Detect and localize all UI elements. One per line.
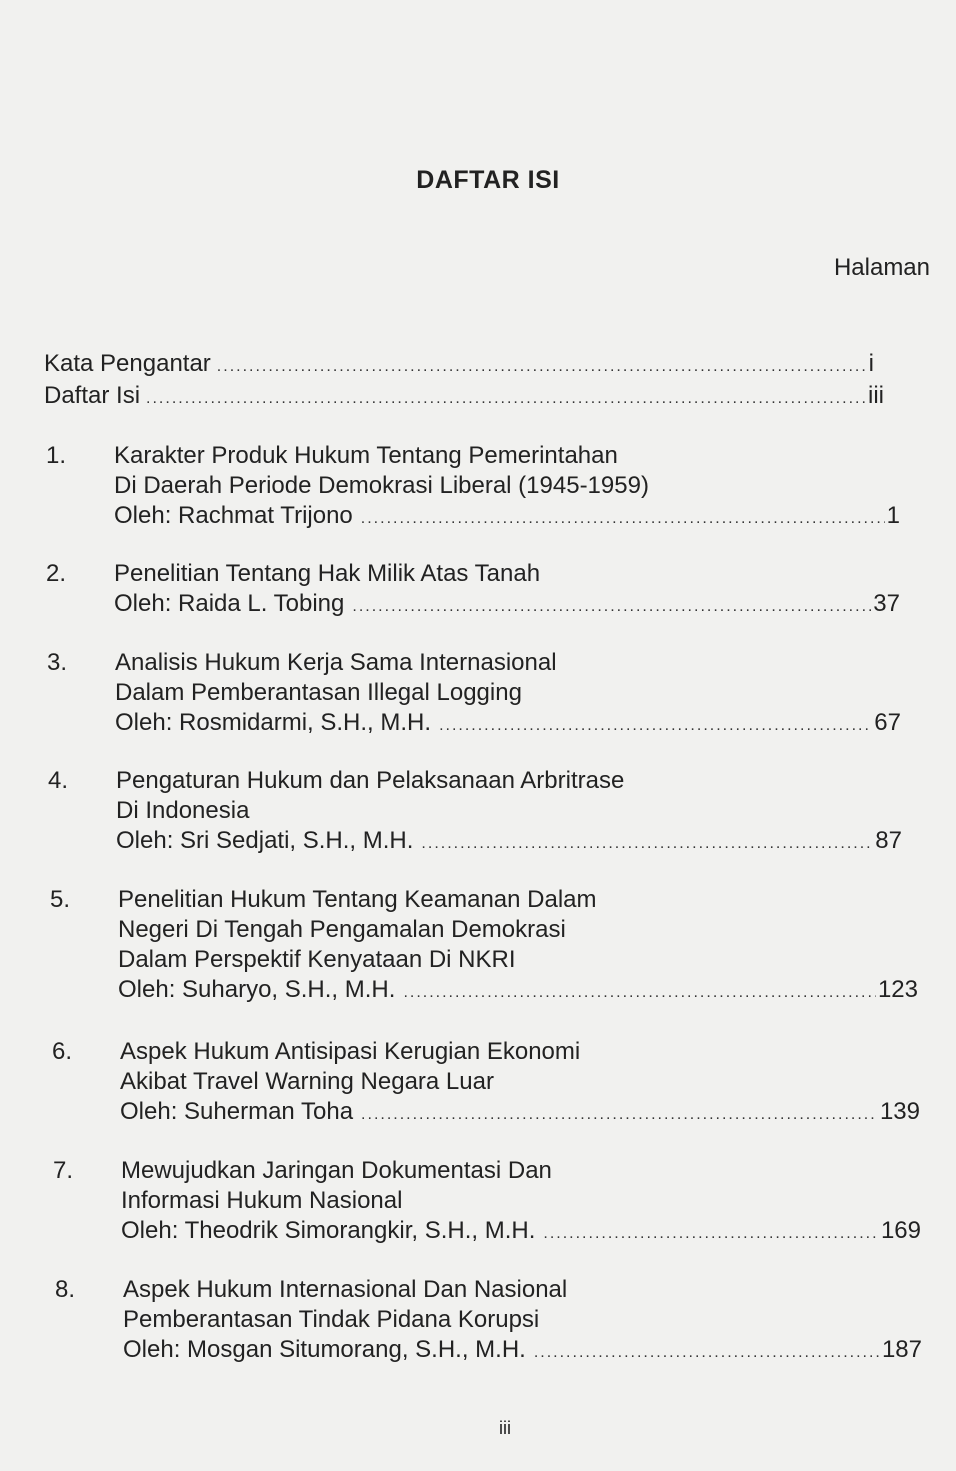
entry-title-line: Akibat Travel Warning Negara Luar: [120, 1068, 494, 1095]
entry-author: Oleh: Suherman Toha: [120, 1098, 354, 1125]
entry-title-line: Informasi Hukum Nasional: [121, 1187, 403, 1214]
entry-number: 6.: [52, 1038, 73, 1065]
entry-page-number: 169: [880, 1217, 921, 1244]
entry-author: Oleh: Mosgan Situmorang, S.H., M.H.: [123, 1336, 526, 1363]
entry-author-line: [121, 1216, 921, 1246]
entry-title-line: Analisis Hukum Kerja Sama Internasional: [115, 649, 557, 676]
entry-page-number: 1: [886, 502, 900, 529]
entry-title-line: Negeri Di Tengah Pengamalan Demokrasi: [118, 916, 566, 943]
leader-dots: [352, 592, 871, 622]
toc-label: Daftar Isi: [44, 382, 141, 409]
entry-page-number: 87: [875, 827, 902, 854]
entry-title-line: Penelitian Hukum Tentang Keamanan Dalam: [118, 886, 597, 913]
entry-author-line: [123, 1335, 922, 1365]
leader-dots: [439, 711, 872, 741]
entry-author-line: [114, 589, 900, 619]
entry-title-line: Di Daerah Periode Demokrasi Liberal (1945-1959): [114, 472, 649, 499]
entry-title-line: Karakter Produk Hukum Tentang Pemerintahan: [114, 442, 618, 469]
entry-author-line: [120, 1097, 920, 1127]
toc-line-front-matter: [44, 381, 884, 411]
entry-number: 4.: [48, 767, 69, 794]
entry-author-line: [116, 826, 902, 856]
leader-dots: [543, 1219, 879, 1249]
entry-author-line: [114, 501, 900, 531]
entry-author: Oleh: Sri Sedjati, S.H., M.H.: [116, 827, 414, 854]
entry-title-line: Di Indonesia: [116, 797, 250, 824]
leader-dots: [146, 384, 866, 414]
entry-page-number: 187: [881, 1336, 922, 1363]
entry-number: 7.: [53, 1157, 74, 1184]
entry-author: Oleh: Theodrik Simorangkir, S.H., M.H.: [121, 1217, 536, 1244]
entry-title-line: Mewujudkan Jaringan Dokumentasi Dan: [121, 1157, 552, 1184]
entry-author-line: [118, 975, 918, 1005]
entry-number: 1.: [46, 442, 67, 469]
entry-title-line: Penelitian Tentang Hak Milik Atas Tanah: [114, 560, 541, 587]
entry-author: Oleh: Rosmidarmi, S.H., M.H.: [115, 709, 432, 736]
entry-title-line: Pengaturan Hukum dan Pelaksanaan Arbritrase: [116, 767, 625, 794]
entry-page-number: 123: [877, 976, 918, 1003]
entry-number: 2.: [46, 560, 67, 587]
entry-page-number: 67: [874, 709, 901, 736]
entry-title-line: Pemberantasan Tindak Pidana Korupsi: [123, 1306, 540, 1333]
toc-page-number: i: [868, 350, 874, 377]
entry-page-number: 37: [873, 590, 900, 617]
entry-number: 3.: [47, 649, 68, 676]
entry-author: Oleh: Raida L. Tobing: [114, 590, 345, 617]
leader-dots: [361, 504, 885, 534]
leader-dots: [534, 1338, 880, 1368]
entry-title-line: Dalam Pemberantasan Illegal Logging: [115, 679, 522, 706]
entry-author-line: [115, 708, 901, 738]
entry-page-number: 139: [879, 1098, 920, 1125]
entry-author: Oleh: Suharyo, S.H., M.H.: [118, 976, 396, 1003]
entry-number: 5.: [50, 886, 71, 913]
entry-title-line: Aspek Hukum Antisipasi Kerugian Ekonomi: [120, 1038, 581, 1065]
page-title: DAFTAR ISI: [416, 166, 560, 194]
toc-line-front-matter: [44, 349, 874, 379]
leader-dots: [361, 1100, 878, 1130]
toc-label: Kata Pengantar: [44, 350, 211, 377]
toc-page-number: iii: [868, 382, 884, 409]
footer-page-number: iii: [499, 1418, 511, 1438]
entry-number: 8.: [55, 1276, 76, 1303]
leader-dots: [217, 352, 867, 382]
entry-title-line: Dalam Perspektif Kenyataan Di NKRI: [118, 946, 516, 973]
leader-dots: [421, 829, 873, 859]
leader-dots: [403, 978, 876, 1008]
page-column-header: Halaman: [833, 254, 930, 281]
entry-title-line: Aspek Hukum Internasional Dan Nasional: [123, 1276, 568, 1303]
entry-author: Oleh: Rachmat Trijono: [114, 502, 353, 529]
